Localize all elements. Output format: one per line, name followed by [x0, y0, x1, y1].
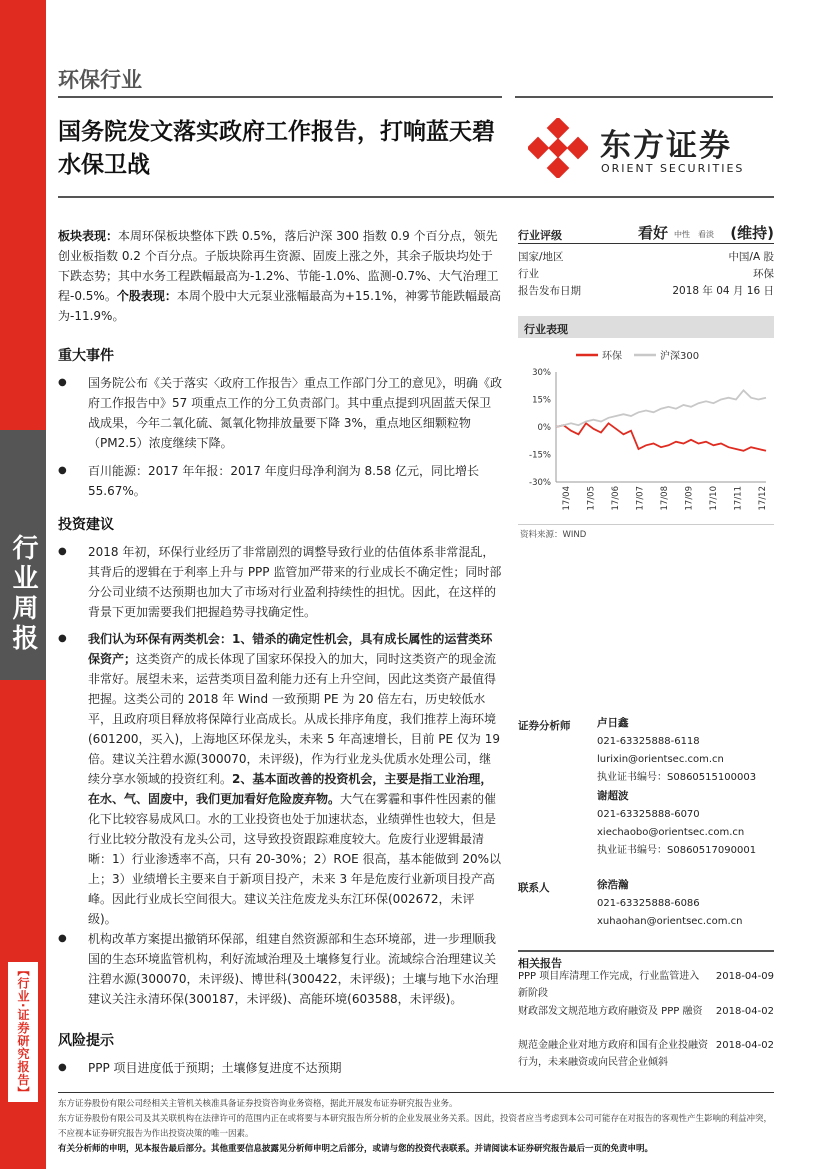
- x-tick-label: 17/09: [684, 486, 695, 511]
- risk-item: ● PPP 项目进度低于预期；土壤修复进度不达预期: [58, 1058, 502, 1078]
- advice-item: ● 机构改革方案提出撤销环保部，组建自然资源部和生态环境部，进一步理顺我国的生态环境监管机构，利好流域治理及土壤修复行业。流域综合治理建议关注碧水源(300070，未评级)、博世科(300422，未评级)；土壤与地下水治理建议关注永清环保(300187，未评级)、高能环境(603588，未评级)。: [58, 929, 502, 1009]
- logo-en: ORIENT SECURITIES: [601, 162, 745, 175]
- company-logo: [528, 118, 778, 178]
- analyst-label: 证券分析师: [518, 720, 571, 732]
- y-tick-label: -15%: [529, 450, 551, 461]
- side-sub-label: 【行业·证券研究报告】: [8, 962, 38, 1102]
- related-heading: 相关报告: [518, 950, 774, 971]
- y-tick-label: 0%: [537, 423, 551, 433]
- divider: [58, 96, 502, 98]
- advice-item: ● 我们认为环保有两类机会：1、错杀的确定性机会，具有成长属性的运营类环保资产；这类资产的成长体现了国家环保投入的加大，同时这类资产的现金流非常好。展望未来，运营类项目盈利能力还有上升空间，因此这类资产最值得把握。这类公司的 2018 年 Wind 一致预期 PE 为 20 倍左右，历史较低水平，且政府项目释放将保障行业高成长。从成长排序角度，我们推荐上海环境(601200，买入)，上海地区环保龙头，未来 5 年高速增长，目前 PE 仅为 19 倍。建议关注碧水源(300070，未评级)，作为行业龙头优质水处理公司，继续分享水领域的投资红利。2、基本面改善的投资机会，主要是指工业治理，在水、气、固废中，我们更加看好危险废弃物。大气在雾霾和事件性因素的催化下比较容易成风口。水的工业投资也处于加速状态，业绩弹性也较大，但是行业比较分散没有龙头公司，这导致投资跟踪难度较大。危废行业逻辑最清晰：1）行业渗透率不高，只有 20-30%；2）ROE 很高，基本能做到 20%以上；3）业绩增长主要来自于新项目投产，未来 3 年是危废行业新项目投产高峰。因此行业成长空间很大。建议关注危废龙头东江环保(002672，未评级)。: [58, 629, 502, 929]
- report-title: 国务院发文落实政府工作报告，打响蓝天碧水保卫战: [58, 119, 495, 178]
- rating-bearish: 看淡: [698, 230, 714, 239]
- related-item[interactable]: PPP 项目库清理工作完成，行业监管进入新阶段 2018-04-09: [518, 971, 774, 999]
- rating-hold: (维持): [730, 224, 774, 242]
- related-item[interactable]: 财政部发文规范地方政府融资及 PPP 融资 2018-04-02: [518, 1006, 774, 1017]
- side-tab: 行业周报: [0, 430, 46, 680]
- series-line-huanbao: [556, 423, 766, 451]
- x-tick-label: 17/08: [660, 486, 670, 511]
- contact-block: 徐浩瀚 021-63325888-6086 xuhaohan@orientsec.com.cn: [597, 879, 743, 927]
- event-item: ● 百川能源：2017 年年报：2017 年度归母净利润为 8.58 亿元，同比增长 55.67%。: [58, 461, 502, 501]
- divider: [58, 196, 774, 198]
- info-row: 行业 环保: [518, 268, 774, 280]
- rating-neutral: 中性: [674, 230, 690, 239]
- x-tick-label: 17/05: [586, 486, 597, 511]
- advice-heading: 投资建议: [58, 517, 114, 533]
- footer-line: 东方证券股份有限公司及其关联机构在法律许可的范围内正在或将要与本研究报告所分析的企业发展业务关系。因此，投资者应当考虑到本公司可能存在对报告的客观性产生影响的利益冲突，不应视本证券研究报告为作出投资决策的唯一因素。: [58, 1114, 773, 1139]
- legend-label: 环保: [602, 351, 622, 362]
- logo-cn: 东方证券: [600, 128, 732, 164]
- x-tick-label: 17/04: [562, 486, 572, 511]
- analyst-block: 卢日鑫 021-63325888-6118 lurixin@orientsec.com.cn 执业证书编号：S0860515100003 谢超波 021-63325888-6070 xiechaobo@orientsec.com.cn 执业证书编号：S0860517090001: [597, 717, 757, 856]
- x-tick-label: 17/06: [611, 486, 621, 511]
- chart-title: 行业表现: [518, 316, 774, 338]
- rating-value: 看好: [638, 224, 669, 242]
- x-tick-label: 17/10: [709, 486, 719, 511]
- rating-row: [518, 222, 774, 244]
- series-line-hs300: [556, 390, 766, 427]
- divider: [58, 1092, 774, 1093]
- summary-paragraph: 板块表现：本周环保板块整体下跌 0.5%，落后沪深 300 指数 0.9 个百分点，领先创业板指数 0.2 个百分点。子版块除再生资源、固废上涨之外，其余子版块均处于下跌态势；其中水务工程跌幅最高为-1.2%、节能-1.0%、监测-0.7%、大气治理工程-0.5%。个股表现：本周个股中大元泵业涨幅最高为+15.1%，神雾节能跌幅最高为-11.9%。: [58, 229, 502, 323]
- x-tick-label: 17/07: [635, 486, 646, 511]
- performance-chart: [518, 342, 774, 522]
- x-tick-label: 17/12: [758, 486, 768, 511]
- legend-label: 沪深300: [660, 351, 700, 362]
- divider: [518, 524, 774, 525]
- logo-icon: [528, 118, 588, 178]
- related-item[interactable]: 规范金融企业对地方政府和国有企业投融资行为，未来融资或向民营企业倾斜 2018-04-02: [518, 1040, 774, 1068]
- y-tick-label: 30%: [532, 368, 551, 378]
- info-row: 国家/地区 中国/A 股: [518, 251, 774, 263]
- sector-title: 环保行业: [58, 68, 142, 92]
- info-row: 报告发布日期 2018 年 04 月 16 日: [518, 285, 774, 297]
- events-heading: 重大事件: [58, 348, 114, 364]
- footer-line: 有关分析师的申明，见本报告最后部分。其他重要信息披露见分析师申明之后部分，或请与您的投资代表联系。并请阅读本证券研究报告最后一页的免责申明。: [58, 1144, 654, 1154]
- contact-label: 联系人: [518, 882, 550, 894]
- y-tick-label: 15%: [532, 395, 551, 406]
- footer-line: 东方证券股份有限公司经相关主管机关核准具备证券投资咨询业务资格，据此开展发布证券研究报告业务。: [58, 1099, 458, 1109]
- risk-heading: 风险提示: [58, 1033, 114, 1049]
- advice-item: ● 2018 年初，环保行业经历了非常剧烈的调整导致行业的估值体系非常混乱，其背后的逻辑在于利率上升与 PPP 监管加严带来的行业成长不确定性；同时部分公司业绩不达预期也加大了市场对行业盈利持续性的担忧。因此，在这样的背景下更加需要我们把握趋势寻找确定性。: [58, 542, 502, 622]
- chart-source: 资料来源：WIND: [520, 530, 587, 540]
- divider: [515, 96, 773, 98]
- y-tick-label: -30%: [529, 478, 551, 488]
- x-tick-label: 17/11: [733, 486, 744, 511]
- rating-label: 行业评级: [518, 229, 562, 242]
- event-item: ● 国务院公布《关于落实〈政府工作报告〉重点工作部门分工的意见》，明确《政府工作报告中》57 项重点工作的分工负责部门。其中重点提到巩固蓝天保卫战成果，今年二氧化硫、氮氧化物排放量要下降 3%，重点地区细颗粒物（PM2.5）浓度继续下降。: [58, 373, 502, 453]
